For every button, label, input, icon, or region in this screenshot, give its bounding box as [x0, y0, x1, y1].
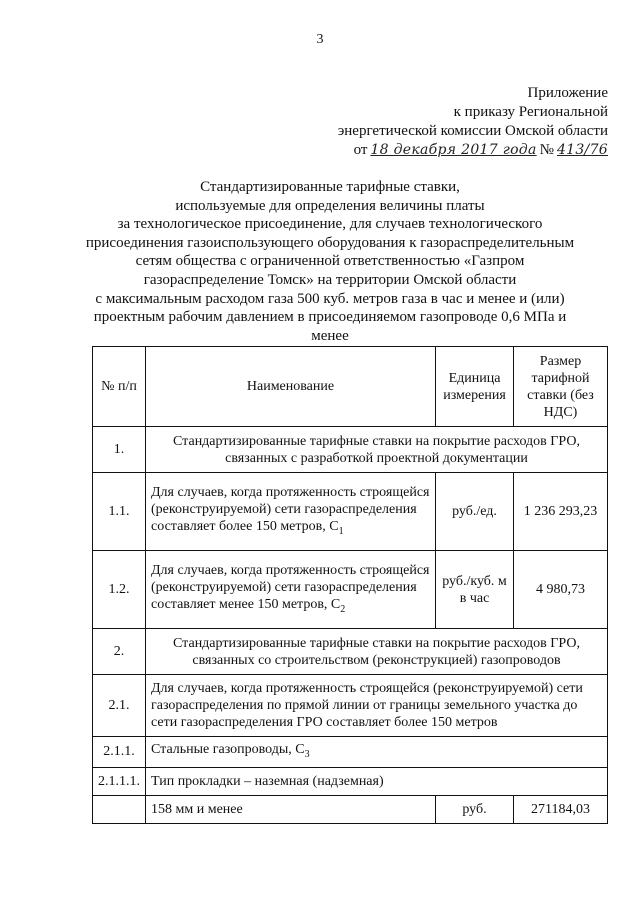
- title-line: за технологическое присоединение, для случаев технологического: [117, 216, 543, 233]
- table-row: [93, 795, 608, 823]
- appendix-line-2: к приказу Региональной: [453, 104, 608, 120]
- header-rate: Размер тарифной ставки (без НДС): [514, 347, 608, 427]
- header-name: Наименование: [146, 347, 436, 427]
- page-number: 3: [316, 32, 324, 47]
- order-number: 413/76: [556, 142, 608, 158]
- table-row: [93, 551, 608, 629]
- row-name-subscript: 2: [340, 603, 346, 615]
- row-name: [146, 473, 436, 551]
- row-name: [146, 551, 436, 629]
- row-unit: руб./куб. м в час: [436, 551, 514, 629]
- row-unit: руб.: [436, 795, 514, 823]
- title-line: сетям общества с ограниченной ответственностью «Газпром: [135, 253, 525, 270]
- title-line: проектным рабочим давлением в присоединяемом газопроводе 0,6 МПа и: [93, 309, 567, 326]
- row-num: [93, 795, 146, 823]
- row-description-text: Стальные газопроводы, C: [151, 742, 305, 757]
- row-name: 158 мм и менее: [146, 795, 436, 823]
- table-row: [93, 629, 608, 675]
- title-line: газораспределение Томск» на территории Омской области: [143, 271, 517, 288]
- row-name-subscript: 1: [338, 525, 344, 537]
- table-row: [93, 737, 608, 768]
- order-date: 18 декабря 2017 года: [370, 142, 537, 158]
- row-num: 2.1.: [93, 675, 146, 737]
- row-num: 2.: [93, 629, 146, 675]
- table-header-row: [93, 347, 608, 427]
- tariff-table: [92, 346, 608, 824]
- appendix-line-3: энергетической комиссии Омской области: [337, 123, 608, 139]
- table-row: [93, 473, 608, 551]
- title-line: Стандартизированные тарифные ставки,: [200, 179, 460, 195]
- row-num: 2.1.1.: [93, 737, 146, 768]
- row-num: 2.1.1.1.: [93, 767, 146, 795]
- row-description: [146, 737, 608, 768]
- table-row: [93, 767, 608, 795]
- row-name-text: Для случаев, когда протяженность строящейся (реконструируемой) сети газораспределения составляет менее 150 метров, C: [151, 562, 430, 612]
- row-unit: руб./ед.: [436, 473, 514, 551]
- row-description: Тип прокладки – наземная (надземная): [146, 767, 608, 795]
- order-date-number: [338, 141, 608, 160]
- row-value: 4 980,73: [514, 551, 608, 629]
- title-line: с максимальным расходом газа 500 куб. метров газа в час и менее и (или): [95, 290, 565, 307]
- table-row: [93, 675, 608, 737]
- row-num: 1.: [93, 427, 146, 473]
- title-line: присоединения газоиспользующего оборудования к газораспределительным: [85, 234, 575, 251]
- row-value: 1 236 293,23: [514, 473, 608, 551]
- table-row: [93, 427, 608, 473]
- number-label: №: [539, 142, 554, 158]
- row-num: 1.2.: [93, 551, 146, 629]
- title-line: менее: [311, 327, 349, 344]
- section-title: Стандартизированные тарифные ставки на покрытие расходов ГРО, связанных с разработкой проектной документации: [146, 427, 608, 473]
- appendix-line-1: Приложение: [527, 85, 608, 101]
- header-unit: Единица измерения: [436, 347, 514, 427]
- row-description-subscript: 3: [304, 748, 310, 760]
- document-title: [60, 178, 600, 345]
- section-title: Стандартизированные тарифные ставки на покрытие расходов ГРО, связанных со строительством (реконструкцией) газопроводов: [146, 629, 608, 675]
- appendix-block: [338, 84, 608, 160]
- title-line: используемые для определения величины платы: [175, 197, 485, 214]
- from-label: от: [353, 142, 368, 158]
- row-num: 1.1.: [93, 473, 146, 551]
- header-num: № п/п: [93, 347, 146, 427]
- row-value: 271184,03: [514, 795, 608, 823]
- row-description: Для случаев, когда протяженность строящейся (реконструируемой) сети газораспределения по прямой линии от границы земельного участка до сети газораспределения ГРО составляет более 150 метров: [146, 675, 608, 737]
- row-name-text: Для случаев, когда протяженность строящейся (реконструируемой) сети газораспределения составляет более 150 метров, C: [151, 484, 430, 534]
